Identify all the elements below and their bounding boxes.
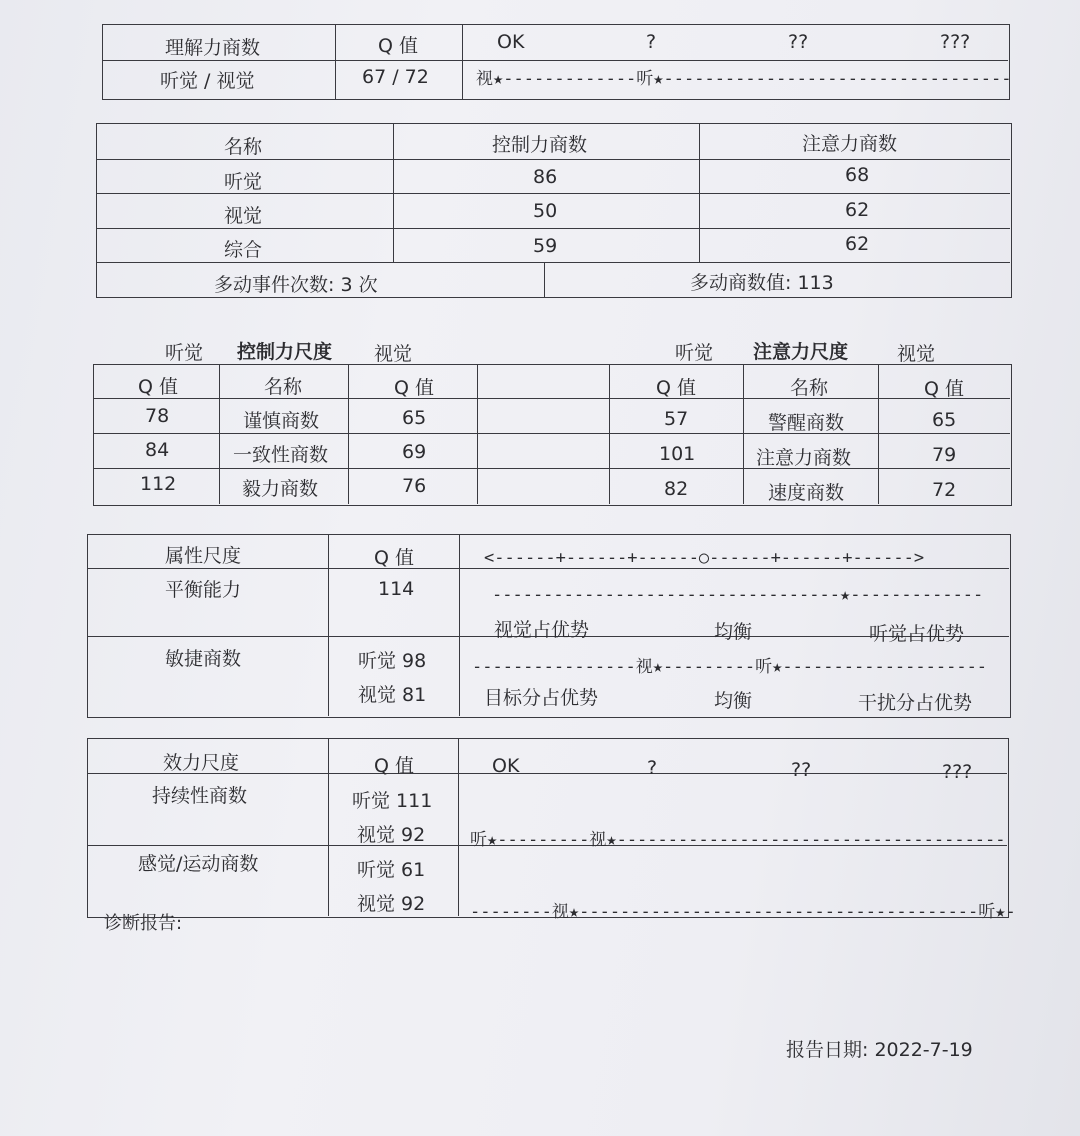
- control-row-name: 谨慎商数: [243, 410, 320, 432]
- sensory-name: 感觉/运动商数: [138, 853, 259, 875]
- attention-row-vq: 72: [932, 479, 957, 501]
- control-header-aq: Q 值: [138, 376, 178, 398]
- attention-row-name: 警醒商数: [768, 412, 845, 434]
- hyperactive-events: 多动事件次数: 3 次: [214, 274, 378, 296]
- agility-name: 敏捷商数: [165, 648, 242, 670]
- understanding-row-q: 67 / 72: [362, 66, 429, 88]
- summary-header-name: 名称: [224, 136, 263, 158]
- attention-row-aq: 57: [664, 408, 689, 430]
- report-date: 报告日期: 2022-7-19: [786, 1039, 973, 1061]
- balance-name: 平衡能力: [165, 579, 242, 601]
- control-title-right: 视觉: [374, 343, 413, 365]
- understanding-name-header: 理解力商数: [165, 37, 261, 59]
- attention-row-aq: 101: [659, 443, 696, 465]
- efficacy-q2: ??: [791, 759, 812, 781]
- attribute-scale-header: <------+------+------○------+------+------>: [484, 548, 925, 568]
- control-row-vq: 69: [402, 441, 427, 463]
- summary-row-control: 59: [533, 235, 558, 257]
- sensory-q-visual: 视觉 92: [357, 893, 426, 915]
- efficacy-ok: OK: [492, 755, 520, 777]
- balance-q: 114: [378, 578, 415, 600]
- control-title-left: 听觉: [165, 342, 204, 364]
- summary-row-attention: 62: [845, 233, 870, 255]
- summary-header-attention: 注意力商数: [802, 133, 898, 155]
- scale-table: [93, 364, 1012, 506]
- persist-q-auditory: 听觉 111: [352, 790, 433, 812]
- balance-scale: ----------------------------------★-------------: [492, 585, 984, 605]
- control-title: 控制力尺度: [237, 341, 333, 363]
- attention-header-vq: Q 值: [924, 378, 964, 400]
- understanding-q2: ??: [788, 31, 809, 53]
- attention-header-aq: Q 值: [656, 377, 696, 399]
- efficacy-header-q: Q 值: [374, 755, 414, 777]
- summary-header-control: 控制力商数: [492, 134, 588, 156]
- summary-row-attention: 68: [845, 164, 870, 186]
- summary-row-name: 视觉: [224, 205, 263, 227]
- control-row-vq: 76: [402, 475, 427, 497]
- agility-scale: ----------------视★---------听★--------------------: [472, 657, 988, 677]
- persist-q-visual: 视觉 92: [357, 824, 426, 846]
- efficacy-header-name: 效力尺度: [163, 752, 240, 774]
- agility-q-auditory: 听觉 98: [358, 650, 427, 672]
- balance-mid-label: 均衡: [714, 621, 753, 643]
- summary-row-control: 86: [533, 166, 558, 188]
- summary-row-name: 综合: [224, 239, 263, 261]
- attention-header-name: 名称: [790, 377, 829, 399]
- control-header-name: 名称: [264, 376, 303, 398]
- balance-left-label: 视觉占优势: [494, 619, 590, 641]
- agility-mid-label: 均衡: [714, 690, 753, 712]
- attention-row-vq: 65: [932, 409, 957, 431]
- control-row-name: 一致性商数: [233, 444, 329, 466]
- summary-row-attention: 62: [845, 199, 870, 221]
- agility-right-label: 干扰分占优势: [858, 692, 973, 714]
- balance-right-label: 听觉占优势: [869, 623, 965, 645]
- agility-left-label: 目标分占优势: [484, 687, 599, 709]
- hyperactive-quotient: 多动商数值: 113: [690, 272, 834, 294]
- attribute-header-q: Q 值: [374, 547, 414, 569]
- attention-row-aq: 82: [664, 478, 689, 500]
- understanding-scale: 视★-------------听★----------------------------------: [476, 69, 1012, 89]
- control-row-name: 毅力商数: [242, 478, 319, 500]
- control-header-vq: Q 值: [394, 377, 434, 399]
- attention-row-name: 速度商数: [768, 482, 845, 504]
- control-row-aq: 84: [145, 439, 170, 461]
- sensory-scale: --------视★---------------------------------------听★-: [470, 902, 1016, 922]
- understanding-q1: ?: [646, 31, 657, 53]
- understanding-q3: ???: [940, 31, 971, 53]
- attribute-header-name: 属性尺度: [165, 545, 242, 567]
- understanding-ok: OK: [497, 31, 525, 53]
- efficacy-q1: ?: [647, 757, 658, 779]
- control-row-aq: 78: [145, 405, 170, 427]
- control-row-vq: 65: [402, 407, 427, 429]
- diagnosis-label: 诊断报告:: [104, 913, 183, 934]
- understanding-q-header: Q 值: [378, 35, 418, 57]
- summary-row-control: 50: [533, 200, 558, 222]
- attention-title-right: 视觉: [897, 343, 936, 365]
- understanding-row-name: 听觉 / 视觉: [160, 70, 255, 92]
- attention-row-vq: 79: [932, 444, 957, 466]
- sensory-q-auditory: 听觉 61: [357, 859, 426, 881]
- efficacy-q3: ???: [942, 761, 973, 783]
- control-row-aq: 112: [140, 473, 177, 495]
- attention-row-name: 注意力商数: [756, 447, 852, 469]
- persist-name: 持续性商数: [152, 785, 248, 807]
- persist-scale: 听★---------视★--------------------------------------: [470, 830, 1006, 850]
- summary-row-name: 听觉: [224, 171, 263, 193]
- attention-title: 注意力尺度: [753, 341, 849, 363]
- agility-q-visual: 视觉 81: [358, 684, 427, 706]
- attention-title-left: 听觉: [675, 342, 714, 364]
